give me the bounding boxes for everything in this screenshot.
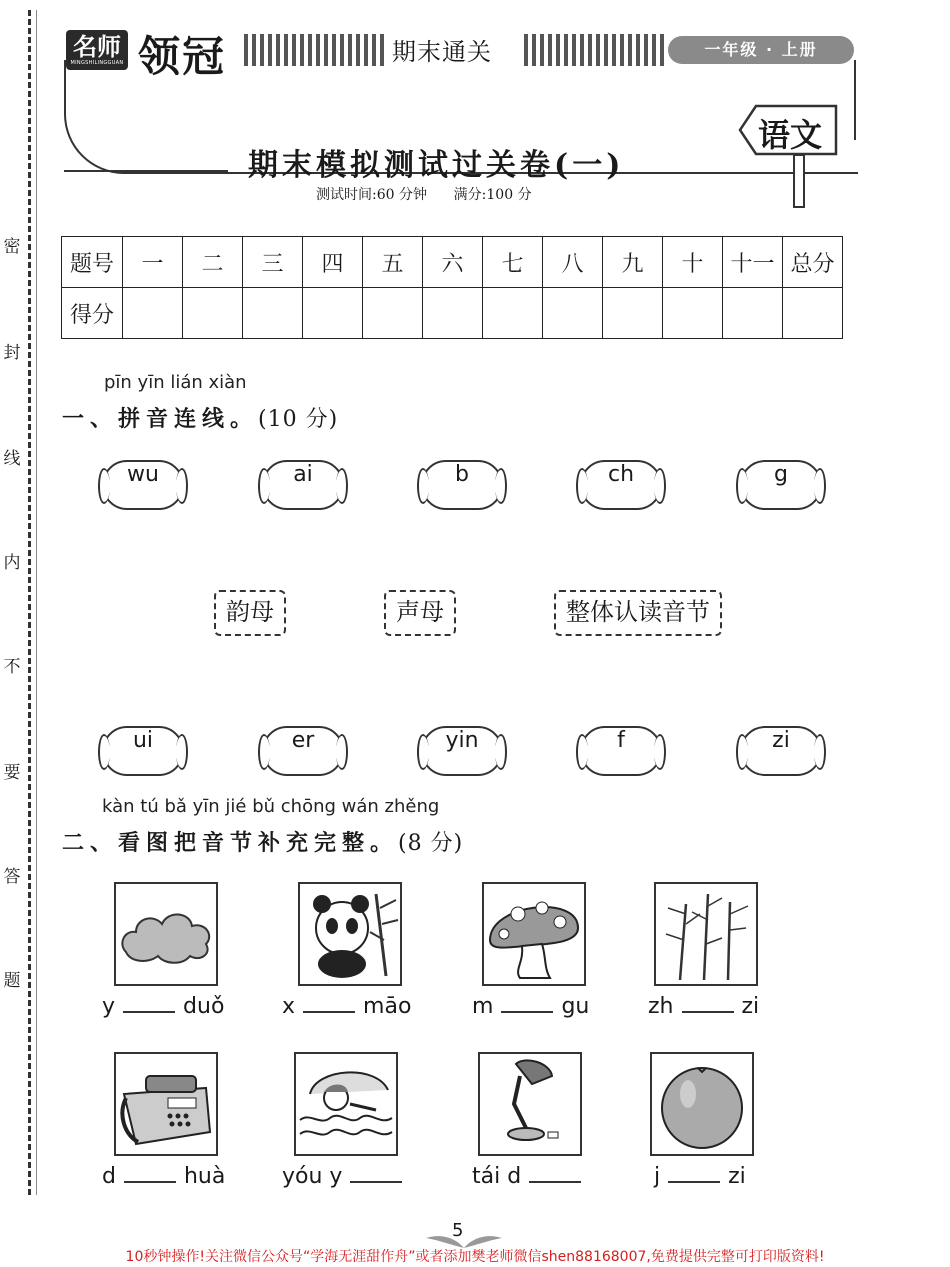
answer-blank[interactable] — [350, 1179, 402, 1183]
desk-lamp-picture-icon — [478, 1052, 582, 1156]
category-tag[interactable]: 声母 — [384, 590, 456, 636]
bamboo-picture-icon — [654, 882, 758, 986]
brand-logo-box: 名师 — [66, 30, 128, 70]
fill-blank-item — [654, 1164, 746, 1189]
mushroom-picture-icon — [482, 882, 586, 986]
syllable-after: zi — [728, 1164, 746, 1189]
syllable-before: d — [102, 1164, 116, 1189]
q1-score: (10 分) — [258, 407, 339, 432]
fill-blank-item — [472, 1164, 589, 1189]
score-cell[interactable] — [243, 288, 303, 339]
header-frame-right — [854, 60, 856, 140]
table-cell: 五 — [363, 237, 423, 288]
score-cell[interactable] — [663, 288, 723, 339]
fill-blank-item — [102, 1164, 225, 1189]
title-rule — [64, 170, 228, 172]
pinyin-cloud[interactable]: ch — [580, 460, 662, 510]
binding-dashed-line — [28, 10, 31, 1195]
syllable-after: zi — [741, 994, 760, 1019]
score-cell[interactable] — [543, 288, 603, 339]
table-cell: 总分 — [783, 237, 843, 288]
cloud-picture-icon — [114, 882, 218, 986]
answer-blank[interactable] — [124, 1179, 176, 1183]
pinyin-cloud[interactable]: b — [421, 460, 503, 510]
table-cell: 八 — [543, 237, 603, 288]
q2-score: (8 分) — [398, 831, 464, 856]
syllable-after: māo — [363, 994, 412, 1019]
category-tag[interactable]: 韵母 — [214, 590, 286, 636]
syllable-before: y — [102, 994, 116, 1019]
answer-blank[interactable] — [529, 1179, 581, 1183]
panda-picture-icon — [298, 882, 402, 986]
syllable-before: yóu y — [282, 1164, 343, 1189]
grade-badge: 一年级 · 上册 — [668, 36, 854, 64]
q2-heading-text: 二、看图把音节补充完整。 — [62, 830, 399, 856]
fill-blank-item — [472, 994, 589, 1019]
score-cell[interactable] — [603, 288, 663, 339]
score-table-score-row — [62, 288, 843, 339]
q1-pinyin: pīn yīn lián xiàn — [104, 372, 247, 393]
pinyin-cloud[interactable]: er — [262, 726, 344, 776]
score-cell[interactable] — [483, 288, 543, 339]
fill-blank-item — [648, 994, 759, 1019]
score-cell[interactable] — [783, 288, 843, 339]
table-cell: 六 — [423, 237, 483, 288]
answer-blank[interactable] — [501, 1009, 553, 1013]
binding-char: 封 — [3, 343, 21, 363]
binding-char: 答 — [3, 867, 21, 887]
pinyin-cloud[interactable]: ui — [102, 726, 184, 776]
page-title: 期末模拟测试过关卷(一) — [248, 148, 625, 183]
pinyin-cloud[interactable]: g — [740, 460, 822, 510]
pinyin-cloud[interactable]: ai — [262, 460, 344, 510]
syllable-before: m — [472, 994, 494, 1019]
syllable-before: j — [654, 1164, 661, 1189]
binding-char: 密 — [3, 237, 21, 257]
score-table — [61, 236, 843, 339]
fill-blank-item — [282, 1164, 410, 1189]
score-cell[interactable] — [183, 288, 243, 339]
table-cell: 四 — [303, 237, 363, 288]
table-cell: 得分 — [62, 288, 123, 339]
table-cell: 一 — [123, 237, 183, 288]
table-cell: 七 — [483, 237, 543, 288]
section-title: 期末通关 — [392, 38, 492, 66]
score-cell[interactable] — [123, 288, 183, 339]
syllable-after: huà — [183, 1164, 226, 1189]
q2-pinyin: kàn tú bǎ yīn jié bǔ chōng wán zhěng — [102, 796, 440, 817]
pinyin-cloud[interactable]: zi — [740, 726, 822, 776]
table-cell: 二 — [183, 237, 243, 288]
category-tag[interactable]: 整体认读音节 — [554, 590, 722, 636]
binding-char: 要 — [3, 763, 21, 783]
syllable-after: duǒ — [183, 994, 225, 1019]
orange-picture-icon — [650, 1052, 754, 1156]
q2-heading — [62, 826, 463, 857]
score-table-header-row — [62, 237, 843, 288]
answer-blank[interactable] — [668, 1179, 720, 1183]
answer-blank[interactable] — [123, 1009, 175, 1013]
score-cell[interactable] — [423, 288, 483, 339]
binding-char: 内 — [3, 553, 21, 573]
table-cell: 十 — [663, 237, 723, 288]
answer-blank[interactable] — [682, 1009, 734, 1013]
fill-blank-item — [282, 994, 411, 1019]
pinyin-cloud[interactable]: wu — [102, 460, 184, 510]
telephone-picture-icon — [114, 1052, 218, 1156]
subject-label: 语文 — [758, 116, 823, 154]
table-cell: 三 — [243, 237, 303, 288]
q1-heading — [62, 402, 338, 433]
syllable-before: zh — [648, 994, 674, 1019]
exam-meta: 测试时间:60 分钟 满分:100 分 — [316, 187, 532, 203]
footer-promo: 10秒钟操作!关注微信公众号“学海无涯甜作舟”或者添加樊老师微信shen88168007,免费提供完整可打印版资料! — [125, 1249, 825, 1265]
score-cell[interactable] — [363, 288, 423, 339]
table-cell: 十一 — [723, 237, 783, 288]
swimming-picture-icon — [294, 1052, 398, 1156]
syllable-before: x — [282, 994, 296, 1019]
syllable-after: gu — [561, 994, 590, 1019]
pinyin-cloud[interactable]: f — [580, 726, 662, 776]
q1-heading-text: 一、拼音连线。 — [62, 406, 259, 432]
binding-char: 题 — [3, 971, 21, 991]
score-cell[interactable] — [303, 288, 363, 339]
answer-blank[interactable] — [303, 1009, 355, 1013]
brand-name: 领冠 — [138, 32, 227, 81]
binding-char: 不 — [3, 657, 21, 677]
brand-subtitle: MINGSHILINGGUAN — [70, 60, 124, 66]
table-cell: 九 — [603, 237, 663, 288]
page-number: 5 — [452, 1220, 464, 1241]
table-cell: 题号 — [62, 237, 123, 288]
syllable-before: tái d — [472, 1164, 522, 1189]
binding-solid-line — [36, 10, 37, 1195]
binding-char: 线 — [3, 449, 21, 469]
pinyin-cloud[interactable]: yin — [421, 726, 503, 776]
signpost-pole — [793, 154, 805, 208]
score-cell[interactable] — [723, 288, 783, 339]
fill-blank-item — [102, 994, 224, 1019]
